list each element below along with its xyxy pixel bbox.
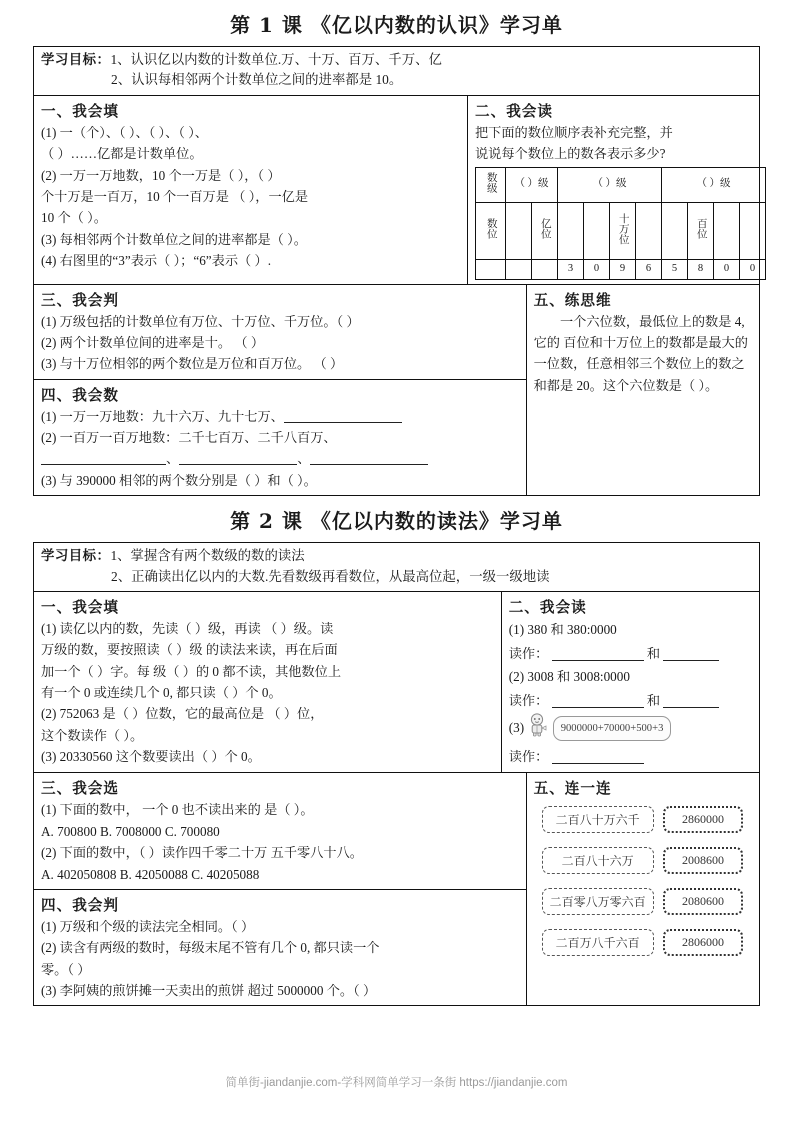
lesson2-s4-q2a: (2) 读含有两级的数时，每级末尾不管有几个 0, 都只读一个 xyxy=(41,940,380,956)
lesson1-s5-heading: 五、练思维 xyxy=(533,291,612,309)
place-cell-1: 亿位 xyxy=(532,202,558,259)
lesson2-s2-read-3 xyxy=(509,745,753,769)
lesson2-section-3 xyxy=(34,773,526,889)
lesson2-s1-q1a: (1) 读亿以内的数，先读（ ）级，再读 （ ）级。读 xyxy=(41,620,334,636)
place-cell-7: 百位 xyxy=(688,202,714,259)
lesson2-s4-heading: 四、我会判 xyxy=(41,896,119,914)
lesson1-s5-body: 一个六位数，最低位上的数是 4, 它的 百位和十万位上的数都是最大的一位数，任意相邻三个数位上的数之和都是 20。这个六位数是（ ）。 xyxy=(533,313,748,393)
digit-cell-2 xyxy=(532,259,558,279)
lesson1-s4-q3: (3) 与 390000 相邻的两个数分别是（ ）和（ ）。 xyxy=(41,472,317,488)
lesson1-section-4 xyxy=(34,379,526,496)
lesson1-s4-q1 xyxy=(41,406,520,427)
match-right-item[interactable]: 2806000 xyxy=(663,929,743,956)
read-label: 读作： xyxy=(508,748,549,764)
match-right-column xyxy=(663,806,743,956)
lesson1-s4-q2: (2) 一百万一百万地数：二千七百万、二千八百万、 xyxy=(41,430,337,445)
lesson2-s2-heading: 二、我会读 xyxy=(508,598,587,616)
digit-cell-6: 6 xyxy=(636,259,662,279)
read-label: 读作： xyxy=(508,645,549,661)
lesson1-s2-prompt-2: 说说每个数位上的数各表示多少? xyxy=(475,146,666,162)
lesson2-s3-q1: (1) 下面的数中， 一个 0 也不读出来的 是（ ）。 xyxy=(41,802,314,818)
answer-blank[interactable] xyxy=(552,646,644,660)
answer-blank[interactable] xyxy=(663,694,719,708)
lesson1-s3-q1: (1) 万级包括的计数单位有万位、十万位、千万位。（ ） xyxy=(41,313,360,329)
lesson2-s4-q2b: 零。（ ） xyxy=(41,961,91,977)
lesson2-row-1 xyxy=(34,591,759,773)
lesson2-sheet xyxy=(33,542,760,1006)
lesson1-s1-heading: 一、我会填 xyxy=(41,102,119,120)
place-cell-0 xyxy=(506,202,532,259)
lesson1-section-3 xyxy=(34,285,526,379)
lesson2-s4-q3: (3) 李阿姨的煎饼摊一天卖出的煎饼 超过 5000000 个。（ ） xyxy=(41,983,377,999)
matching-exercise xyxy=(534,799,753,960)
lesson2-s2-read-2 xyxy=(509,689,753,713)
lesson1-s3-q3: (3) 与十万位相邻的两个数位是万位和百万位。 （ ） xyxy=(41,356,344,372)
lesson2-s4-q1: (1) 万级和个级的读法完全相同。（ ） xyxy=(41,918,255,934)
match-left-item[interactable]: 二百万八千六百 xyxy=(542,929,654,956)
lesson2-s3-q1-options[interactable]: A. 700800 B. 7008000 C. 700080 xyxy=(41,823,220,839)
match-right-item[interactable]: 2860000 xyxy=(663,806,743,833)
speech-bubble: 9000000+70000+500+3 xyxy=(553,716,672,741)
lesson2-s5-heading: 五、连一连 xyxy=(533,780,612,798)
lesson1-row-1 xyxy=(34,95,759,284)
lesson1-s1-q1a: (1) 一（个）、（ ）、（ ）、（ ）、 xyxy=(41,124,208,140)
lesson1-s1-q2a: (2) 一万一万地数，10 个一万是（ ），（ ） xyxy=(41,167,281,183)
answer-blank[interactable] xyxy=(663,646,719,660)
lesson1-s4-heading: 四、我会数 xyxy=(41,386,119,404)
lesson2-s2-item-2: (2) 3008 和 3008:0000 xyxy=(508,669,630,685)
answer-blank[interactable] xyxy=(310,451,428,465)
lesson1-s3-q2: (2) 两个计数单位间的进率是十。 （ ） xyxy=(41,334,265,350)
and-label: 和 xyxy=(646,693,661,709)
lesson2-title: 第 2 课 《亿以内数的读法》学习单 xyxy=(230,509,563,534)
place-row-label: 数位 xyxy=(476,202,506,259)
lesson2-goal-1: 1、掌握含有两个数级的数的读法 xyxy=(110,548,305,564)
lesson1-section-1 xyxy=(34,96,467,284)
place-cell-9 xyxy=(740,202,766,259)
answer-blank[interactable] xyxy=(552,750,644,764)
lesson1-left-col xyxy=(34,285,526,496)
match-left-item[interactable]: 二百八十万六千 xyxy=(542,806,654,833)
lesson1-goal-1: 1、认识亿以内数的计数单位.万、十万、百万、千万、亿 xyxy=(110,52,442,67)
match-left-item[interactable]: 二百八十六万 xyxy=(542,847,654,874)
digit-cell-10: 0 xyxy=(740,259,766,279)
lesson1-row-2 xyxy=(34,284,759,496)
lesson2-s1-heading: 一、我会填 xyxy=(41,598,119,616)
lesson2-goals xyxy=(34,543,759,591)
digit-cell-0 xyxy=(476,259,506,279)
lesson1-s1-q4: (4) 右图里的“3”表示（ ）；“6”表示（ ）. xyxy=(41,253,272,268)
match-left-item[interactable]: 二百零八万零六百 xyxy=(542,888,654,915)
lesson2-left-col xyxy=(34,773,526,1005)
digit-cell-1 xyxy=(506,259,532,279)
footer-watermark: 简单街-jiandanjie.com-学科网简单学习一条街 https://jiandanjie.com xyxy=(225,1077,568,1089)
item-number: (3) xyxy=(508,719,525,735)
lesson2-row-2 xyxy=(34,772,759,1005)
digit-table-digit-row xyxy=(476,259,766,279)
read-label: 读作： xyxy=(508,693,549,709)
match-right-item[interactable]: 2080600 xyxy=(663,888,743,915)
lesson1-s4-q2-blanks: 、 、 xyxy=(41,448,520,469)
and-label: 和 xyxy=(646,645,661,661)
lesson2-goal-label: 学习目标： xyxy=(41,548,111,565)
match-left-column xyxy=(542,806,654,956)
lesson1-s2-heading: 二、我会读 xyxy=(475,102,553,120)
place-cell-8 xyxy=(714,202,740,259)
lesson1-s3-heading: 三、我会判 xyxy=(41,291,119,309)
lesson2-section-1 xyxy=(34,592,501,773)
lesson1-s1-q2b: 个十万是一百万，10 个一百万是 （ ），一亿是 xyxy=(41,188,309,204)
lesson2-s3-q2-options[interactable]: A. 402050808 B. 42050088 C. 40205088 xyxy=(41,866,260,882)
lesson1-goal-label: 学习目标： xyxy=(41,52,111,68)
lesson1-goal-2: 2、认识每相邻两个计数单位之间的进率都是 10。 xyxy=(111,72,403,88)
lesson1-title: 第 1 课 《亿以内数的认识》学习单 xyxy=(230,13,563,37)
lesson1-s4-q1-text: (1) 一万一万地数：九十六万、九十七万、 xyxy=(41,408,284,424)
place-cell-4: 十万位 xyxy=(610,202,636,259)
mascot-character-icon xyxy=(527,713,547,745)
digit-cell-3: 3 xyxy=(558,259,584,279)
answer-blank[interactable] xyxy=(284,408,402,422)
lesson1-goals xyxy=(34,47,759,95)
lesson2-s1-q1c: 加一个（ ）字。每 级（ ）的 0 都不读，其他数位上 xyxy=(41,663,342,679)
digit-place-table xyxy=(475,167,766,280)
lesson1-section-5 xyxy=(526,285,759,496)
lesson2-s3-heading: 三、我会选 xyxy=(41,780,119,798)
lesson2-section-4 xyxy=(34,889,526,1006)
lesson2-s2-item-1: (1) 380 和 380:0000 xyxy=(508,621,617,637)
place-cell-6 xyxy=(662,202,688,259)
grade-cell-1: （ ）级 xyxy=(558,167,662,202)
lesson2-s1-q1d: 有一个 0 或连续几个 0, 都只读（ ）个 0。 xyxy=(41,685,282,700)
digit-cell-8: 8 xyxy=(688,259,714,279)
place-cell-5 xyxy=(636,202,662,259)
digit-cell-5: 9 xyxy=(610,259,636,279)
lesson1-s1-q1b: （ ）……亿都是计数单位。 xyxy=(41,146,203,162)
answer-blank[interactable] xyxy=(41,451,166,465)
grade-row-label: 数级 xyxy=(476,167,506,202)
answer-blank[interactable] xyxy=(552,694,644,708)
lesson2-s2-item-3 xyxy=(509,713,753,745)
place-cell-2 xyxy=(558,202,584,259)
lesson1-s1-q2c: 10 个（ ）。 xyxy=(41,210,107,226)
lesson2-s1-q2a: (2) 752063 是（ ）位数，它的最高位是 （ ）位， xyxy=(41,706,324,722)
lesson2-goal-2: 2、正确读出亿以内的大数.先看数级再看数位，从最高位起，一级一级地读 xyxy=(111,568,550,584)
lesson2-s2-read-1 xyxy=(509,642,753,666)
lesson2-s3-q2: (2) 下面的数中，（ ）读作四千零二十万 五千零八十八。 xyxy=(41,845,363,861)
lesson1-s2-prompt-1: 把下面的数位顺序表补充完整，并 xyxy=(475,124,673,140)
match-right-item[interactable]: 2008600 xyxy=(663,847,743,874)
answer-blank[interactable] xyxy=(179,451,297,465)
lesson1-sheet xyxy=(33,46,760,496)
lesson1-section-2 xyxy=(467,96,759,284)
lesson2-s1-q3: (3) 20330560 这个数要读出（ ）个 0。 xyxy=(41,749,261,765)
digit-cell-7: 5 xyxy=(662,259,688,279)
digit-cell-9: 0 xyxy=(714,259,740,279)
lesson2-s1-q1b: 万级的数，要按照读（ ）级 的读法来读，再在后面 xyxy=(41,642,338,658)
lesson2-s1-q2b: 这个数读作（ ）。 xyxy=(41,727,144,743)
grade-cell-0: （ ）级 xyxy=(506,167,558,202)
grade-cell-2: （ ）级 xyxy=(662,167,766,202)
digit-table-grade-row xyxy=(476,167,766,202)
digit-table-place-row xyxy=(476,202,766,259)
digit-cell-4: 0 xyxy=(584,259,610,279)
lesson2-section-2 xyxy=(501,592,759,773)
lesson2-section-5 xyxy=(526,773,759,1005)
place-cell-3 xyxy=(584,202,610,259)
lesson1-s1-q3: (3) 每相邻两个计数单位之间的进率都是（ ）。 xyxy=(41,231,307,247)
